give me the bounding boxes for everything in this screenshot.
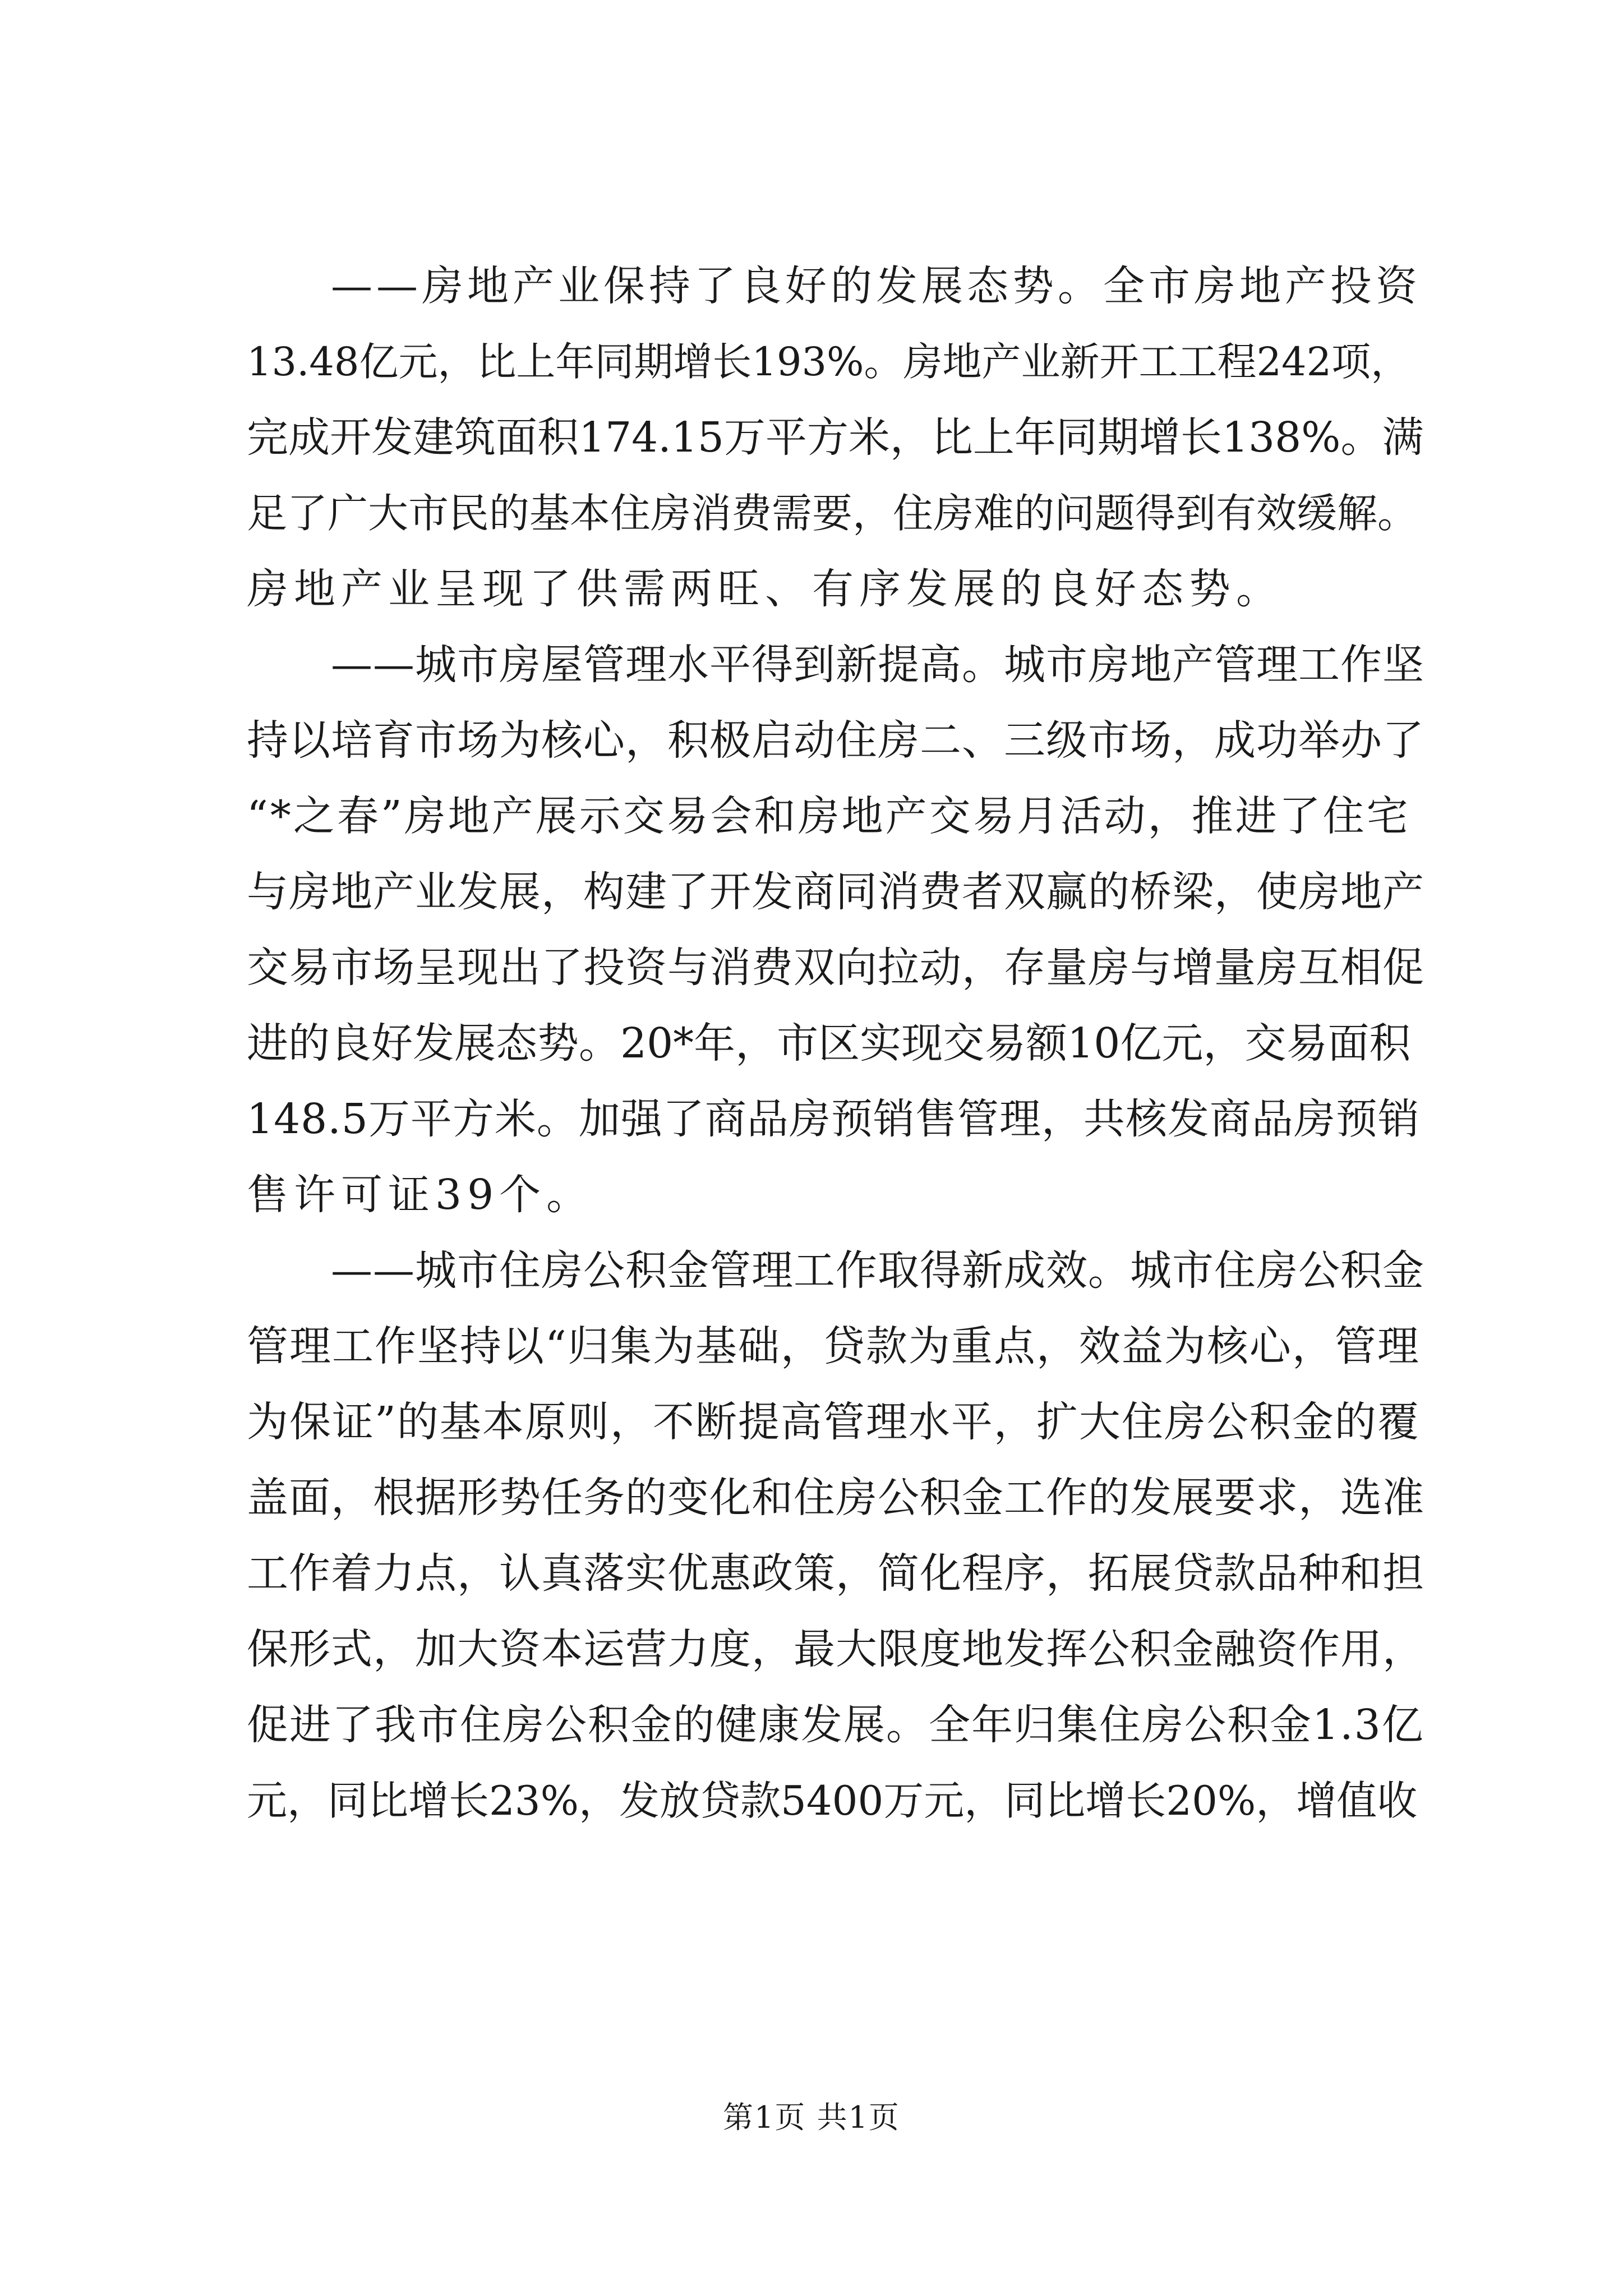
text-line: 148.5万平方米。加强了商品房预销售管理，共核发商品房预销 [247,1095,1420,1143]
text-line: 工作着力点，认真落实优惠政策，简化程序，拓展贷款品种和担 [247,1549,1424,1598]
text-line: 交易市场呈现出了投资与消费双向拉动，存量房与增量房互相促 [247,944,1424,992]
text-line: 与房地产业发展，构建了开发商同消费者双赢的桥梁，使房地产 [247,868,1424,916]
text-line: 13.48亿元，比上年同期增长193%。房地产业新开工工程242项， [247,339,1410,385]
text-line: 进的良好发展态势。20*年，市区实现交易额10亿元，交易面积 [247,1019,1411,1068]
text-line: 管理工作坚持以“归集为基础，贷款为重点，效益为核心，管理 [247,1322,1420,1370]
text-line: 促进了我市住房公积金的健康发展。全年归集住房公积金1.3亿 [247,1701,1424,1749]
page-footer: 第1页 共1页 [723,2100,900,2135]
text-line: 保形式，加大资本运营力度，最大限度地发挥公积金融资作用， [247,1625,1424,1673]
text-line: 元，同比增长23%，发放贷款5400万元，同比增长20%，增值收 [247,1777,1418,1824]
text-line: 盖面，根据形势任务的变化和住房公积金工作的发展要求，选准 [247,1474,1424,1522]
text-line: ——城市住房公积金管理工作取得新成效。城市住房公积金 [331,1246,1424,1295]
text-line: 足了广大市民的基本住房消费需要，住房难的问题得到有效缓解。 [247,490,1418,537]
text-line: ——房地产业保持了良好的发展态势。全市房地产投资 [331,262,1421,310]
text-line: 为保证”的基本原则，不断提高管理水平，扩大住房公积金的覆 [247,1398,1420,1446]
text-line: 持以培育市场为核心，积极启动住房二、三级市场，成功举办了 [247,716,1424,765]
text-line: 房地产业呈现了供需两旺、有序发展的良好态势。 [247,565,1283,613]
text-line: ——城市房屋管理水平得到新提高。城市房地产管理工作坚 [331,641,1424,689]
text-line: “*之春”房地产展示交易会和房地产交易月活动，推进了住宅 [247,792,1410,840]
text-line: 完成开发建筑面积174.15万平方米，比上年同期增长138%。满 [247,413,1424,462]
text-line: 售许可证39个。 [247,1171,594,1219]
